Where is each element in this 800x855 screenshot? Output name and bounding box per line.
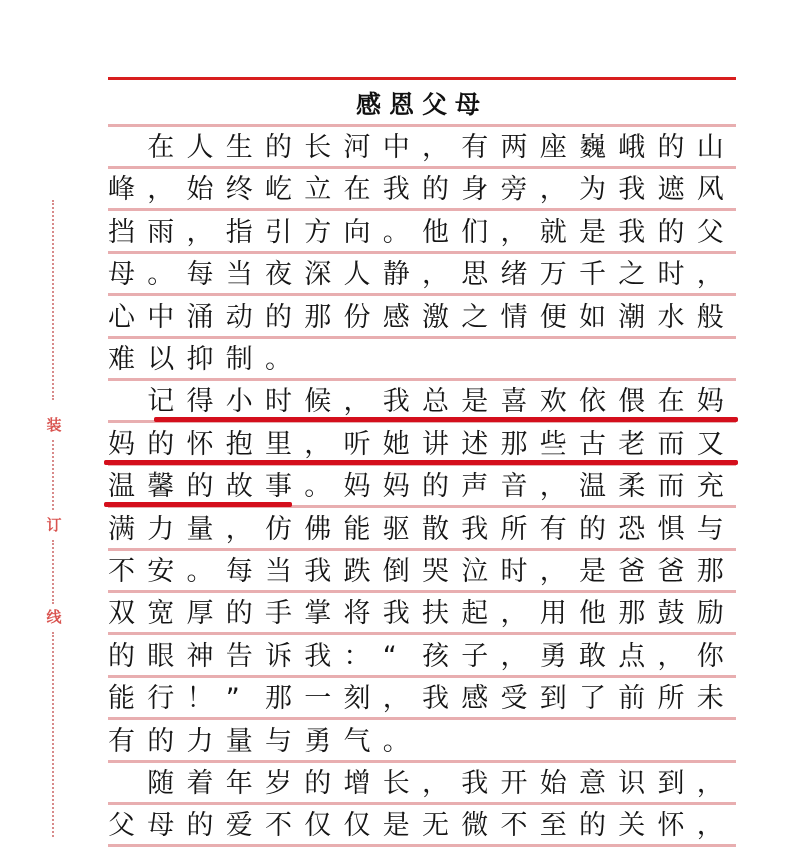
essay-char: 充	[696, 471, 724, 503]
essay-char: 用	[539, 598, 567, 630]
essay-char: ，	[422, 768, 449, 799]
essay-char: 。	[304, 471, 332, 503]
essay-line	[108, 807, 736, 843]
essay-char: 我	[304, 556, 332, 587]
row-rule	[108, 590, 736, 593]
row-rule	[108, 208, 736, 211]
row-rule	[108, 717, 736, 720]
essay-title: 感恩父母	[355, 90, 488, 119]
essay-char: 点	[618, 640, 646, 672]
essay-char: 子	[461, 640, 489, 672]
essay-char: 中	[382, 132, 410, 163]
essay-char: 偎	[618, 386, 646, 418]
essay-char: 古	[579, 428, 606, 460]
essay-char: 勇	[539, 640, 567, 672]
essay-char: 有	[461, 132, 489, 163]
essay-char: 旁	[500, 174, 528, 206]
essay-char: 我	[461, 513, 489, 545]
essay-char: 与	[265, 725, 292, 757]
essay-char: 之	[461, 301, 489, 333]
binding-dotted-line	[52, 200, 54, 400]
essay-char: 抱	[225, 428, 253, 460]
row-rule	[108, 548, 736, 551]
essay-line	[108, 341, 736, 377]
essay-char: 方	[304, 216, 332, 248]
essay-char: 生	[225, 132, 253, 163]
essay-char	[108, 131, 147, 165]
essay-char: 动	[225, 301, 253, 333]
essay-char: 所	[500, 513, 528, 545]
essay-char: 开	[500, 768, 528, 799]
essay-char: 的	[265, 301, 292, 333]
essay-char: 身	[461, 174, 489, 206]
essay-char: 音	[500, 471, 528, 503]
essay-char: 我	[422, 683, 449, 715]
essay-char: 那	[304, 301, 332, 333]
essay-char: 峰	[108, 174, 135, 206]
row-rule	[108, 378, 736, 381]
essay-char: 父	[108, 810, 135, 842]
essay-char: 是	[579, 216, 606, 248]
essay-char: 眼	[147, 640, 175, 672]
binding-dotted-line	[52, 440, 54, 510]
essay-char: 温	[579, 471, 606, 503]
essay-char: 千	[579, 259, 606, 291]
essay-char: 起	[461, 598, 489, 630]
essay-char: 挡	[108, 216, 135, 248]
essay-line	[108, 638, 736, 674]
essay-char: 每	[186, 259, 214, 291]
essay-char: ，	[500, 640, 528, 672]
essay-char: 巍	[579, 132, 606, 163]
essay-char: 夜	[265, 259, 292, 291]
essay-char: 向	[343, 216, 371, 248]
essay-char: 的	[108, 640, 135, 672]
essay-char: 微	[461, 810, 489, 842]
essay-char: 。	[382, 216, 410, 248]
row-rule	[108, 760, 736, 763]
essay-char: 怀	[186, 428, 214, 460]
highlight-underline	[104, 502, 292, 507]
essay-char: 刻	[343, 683, 371, 715]
essay-char: 掌	[304, 598, 332, 630]
essay-line	[108, 214, 736, 250]
essay-char: 孩	[422, 640, 449, 672]
essay-char: 扶	[422, 598, 449, 630]
essay-char: 指	[225, 216, 253, 248]
essay-char: 终	[225, 174, 253, 206]
essay-char: 中	[147, 301, 175, 333]
essay-char: 仿	[265, 513, 292, 545]
essay-char: 以	[147, 344, 175, 375]
essay-char: 屹	[265, 174, 292, 206]
essay-char: 时	[657, 259, 685, 291]
essay-char: 而	[657, 428, 685, 460]
essay-char: 泣	[461, 556, 489, 587]
essay-char: 的	[225, 598, 253, 630]
essay-char: 我	[382, 386, 410, 418]
essay-line	[108, 129, 736, 165]
essay-char: 当	[265, 556, 292, 587]
essay-char: 万	[539, 259, 567, 291]
essay-char: ，	[304, 428, 332, 460]
essay-char: ，	[186, 216, 214, 248]
essay-char: 恐	[618, 513, 646, 545]
essay-char: 听	[343, 428, 371, 460]
essay-char: 安	[147, 556, 175, 587]
row-rule	[108, 336, 736, 339]
essay-char: 到	[657, 768, 685, 799]
essay-char: ，	[657, 640, 685, 672]
essay-char: 量	[225, 725, 253, 757]
essay-char: 你	[696, 640, 724, 672]
essay-line	[108, 723, 736, 759]
essay-char: 些	[539, 428, 567, 460]
essay-char: 与	[696, 513, 724, 545]
essay-line	[108, 553, 736, 589]
essay-char: 惧	[657, 513, 685, 545]
essay-char: 所	[657, 683, 685, 715]
essay-char: 不	[500, 810, 528, 842]
essay-char: 在	[147, 132, 175, 163]
essay-char: 座	[539, 132, 567, 163]
essay-char: ！	[186, 683, 214, 715]
essay-char: 妈	[382, 471, 410, 503]
essay-char: 到	[539, 683, 567, 715]
essay-char: 的	[579, 810, 606, 842]
essay-char: ，	[696, 810, 724, 842]
essay-char: 小	[225, 386, 253, 418]
essay-char: 力	[147, 513, 175, 545]
essay-char: 的	[186, 471, 214, 503]
essay-char: ，	[147, 174, 175, 206]
row-rule	[108, 844, 736, 847]
essay-char: 无	[422, 810, 449, 842]
essay-char: 那	[500, 428, 528, 460]
essay-char: ，	[382, 683, 410, 715]
essay-char: 喜	[500, 386, 528, 418]
essay-line	[108, 595, 736, 631]
essay-char: 。	[382, 725, 410, 757]
essay-char: 份	[343, 301, 371, 333]
essay-char: 得	[186, 386, 214, 418]
essay-char: 水	[657, 301, 685, 333]
essay-char: 总	[422, 386, 449, 418]
essay-char: 妈	[343, 471, 371, 503]
essay-line	[108, 426, 736, 462]
essay-char: 里	[265, 428, 292, 460]
essay-char: 。	[186, 556, 214, 587]
binding-dotted-line	[52, 540, 54, 604]
essay-char: ，	[500, 598, 528, 630]
essay-char: 意	[579, 768, 606, 799]
essay-char: 哭	[422, 556, 449, 587]
essay-char: 有	[539, 513, 567, 545]
essay-char: 雨	[147, 216, 175, 248]
highlight-underline	[154, 417, 738, 422]
essay-char: 他	[579, 598, 606, 630]
essay-char: 依	[579, 386, 606, 418]
essay-char: 为	[579, 174, 606, 206]
essay-char: 母	[147, 810, 175, 842]
essay-char: ”	[225, 683, 240, 715]
essay-char: 岁	[265, 768, 292, 799]
essay-char: 每	[225, 556, 253, 587]
essay-char: 欢	[539, 386, 567, 418]
essay-char: 候	[304, 386, 332, 418]
essay-char: 的	[657, 132, 685, 163]
essay-char: 识	[618, 768, 646, 799]
essay-char: 未	[696, 683, 724, 715]
essay-char: 力	[186, 725, 214, 757]
essay-char: 始	[186, 174, 214, 206]
essay-char: 告	[225, 640, 253, 672]
essay-char: 的	[186, 810, 214, 842]
essay-char: 神	[186, 640, 214, 672]
essay-char: 的	[579, 513, 606, 545]
essay-char: 我	[618, 216, 646, 248]
essay-line	[108, 256, 736, 292]
essay-char: 仅	[304, 810, 332, 842]
essay-char: ：	[343, 640, 371, 672]
essay-char: 随	[147, 768, 175, 799]
row-rule	[108, 632, 736, 635]
essay-char: 情	[500, 301, 528, 333]
essay-char: 宽	[147, 598, 175, 630]
essay-char: 的	[422, 471, 449, 503]
essay-char: 一	[304, 683, 332, 715]
essay-char: 的	[147, 725, 175, 757]
essay-char: 是	[382, 810, 410, 842]
essay-char: 又	[696, 428, 724, 460]
essay-char: 受	[500, 683, 528, 715]
essay-char: 记	[147, 386, 175, 418]
essay-char: 之	[618, 259, 646, 291]
essay-char: 引	[265, 216, 292, 248]
row-rule	[108, 675, 736, 678]
essay-char: 父	[696, 216, 724, 248]
essay-char: 关	[618, 810, 646, 842]
essay-char: “	[382, 640, 397, 672]
essay-char: 深	[304, 259, 332, 291]
essay-char: 厚	[186, 598, 214, 630]
essay-char: 山	[696, 132, 724, 163]
essay-char: 人	[186, 132, 214, 163]
essay-char: 着	[186, 768, 214, 799]
essay-char: 勇	[304, 725, 332, 757]
essay-char: 馨	[147, 471, 175, 503]
essay-char: 声	[461, 471, 489, 503]
essay-char: 将	[343, 598, 371, 630]
essay-char: 如	[579, 301, 606, 333]
essay-char: 散	[422, 513, 449, 545]
essay-char: 感	[461, 683, 489, 715]
row-rule	[108, 802, 736, 805]
essay-char: 妈	[108, 428, 135, 460]
essay-char: 仅	[343, 810, 371, 842]
essay-char: ，	[539, 471, 567, 503]
essay-char: 时	[500, 556, 528, 587]
essay-char: 是	[579, 556, 606, 587]
essay-char: 他	[422, 216, 449, 248]
row-rule	[108, 293, 736, 296]
essay-char: 绪	[500, 259, 528, 291]
essay-char: 思	[461, 259, 489, 291]
essay-char: 遮	[657, 174, 685, 206]
essay-char: 事	[265, 471, 292, 503]
essay-char: 手	[265, 598, 292, 630]
essay-char: 温	[108, 471, 135, 503]
essay-char: 量	[186, 513, 214, 545]
essay-char: 年	[225, 768, 253, 799]
essay-char: 她	[382, 428, 410, 460]
essay-char: 在	[343, 174, 371, 206]
binding-char-zhuang: 装	[46, 416, 62, 434]
essay-char: 励	[696, 598, 724, 630]
essay-char: 就	[539, 216, 567, 248]
essay-char: 峨	[618, 132, 646, 163]
essay-char: 是	[461, 386, 489, 418]
essay-char: 两	[500, 132, 528, 163]
essay-char: 难	[108, 344, 135, 375]
essay-char: 爸	[657, 556, 685, 587]
essay-char: 爱	[225, 810, 253, 842]
essay-line	[108, 765, 736, 801]
essay-char: 而	[657, 471, 685, 503]
essay-char: ，	[500, 216, 528, 248]
binding-char-ding: 订	[46, 516, 62, 534]
essay-char: 能	[343, 513, 371, 545]
essay-char: 长	[304, 132, 332, 163]
essay-char: ，	[343, 386, 371, 418]
essay-char: ，	[696, 768, 724, 799]
essay-char: 制	[225, 344, 253, 375]
essay-char: 老	[618, 428, 646, 460]
essay-char	[108, 385, 147, 419]
essay-char: 我	[304, 640, 332, 672]
essay-line	[108, 299, 736, 335]
essay-char: 立	[304, 174, 332, 206]
essay-char: 在	[657, 386, 685, 418]
essay-char: 气	[343, 725, 371, 757]
essay-char: 满	[108, 513, 135, 545]
essay-char: 能	[108, 683, 135, 715]
essay-char: 柔	[618, 471, 646, 503]
essay-char: 河	[343, 132, 371, 163]
binding-char-xian: 线	[46, 608, 62, 626]
essay-char: 。	[265, 344, 292, 375]
essay-char: 涌	[186, 301, 214, 333]
essay-char: ，	[539, 556, 567, 587]
essay-char: 至	[539, 810, 567, 842]
essay-char: 前	[618, 683, 646, 715]
essay-char: ，	[539, 174, 567, 206]
essay-char: 行	[147, 683, 175, 715]
essay-char: 诉	[265, 640, 292, 672]
essay-char: 的	[265, 132, 292, 163]
essay-char: 有	[108, 725, 135, 757]
essay-char: 了	[579, 683, 606, 715]
essay-char: 静	[382, 259, 410, 291]
essay-char: 始	[539, 768, 567, 799]
essay-char: 母	[108, 259, 135, 291]
essay-char: 我	[618, 174, 646, 206]
essay-char: 敢	[579, 640, 606, 672]
essay-char: 般	[696, 301, 724, 333]
row-rule	[108, 251, 736, 254]
essay-char: 人	[343, 259, 371, 291]
row-rule	[108, 166, 736, 169]
essay-line	[108, 171, 736, 207]
essay-char: 不	[265, 810, 292, 842]
essay-line	[108, 680, 736, 716]
essay-char: 。	[147, 259, 175, 291]
top-border-rule	[108, 77, 736, 80]
essay-char: 的	[657, 216, 685, 248]
essay-char: 激	[422, 301, 449, 333]
essay-char: 我	[382, 174, 410, 206]
essay-char: 讲	[422, 428, 449, 460]
essay-line	[108, 511, 736, 547]
essay-char: 驱	[382, 513, 410, 545]
essay-char: 双	[108, 598, 135, 630]
essay-char: 鼓	[657, 598, 685, 630]
essay-char: 感	[382, 301, 410, 333]
essay-char: 的	[304, 768, 332, 799]
essay-line	[108, 468, 736, 504]
essay-char: 妈	[696, 386, 724, 418]
essay-char: 风	[696, 174, 724, 206]
essay-char: 潮	[618, 301, 646, 333]
essay-char: 不	[108, 556, 135, 587]
essay-char: 跌	[343, 556, 371, 587]
essay-char: 增	[343, 768, 371, 799]
essay-char: ，	[422, 132, 449, 163]
essay-char: 爸	[618, 556, 646, 587]
essay-char: 心	[108, 301, 135, 333]
essay-char: 述	[461, 428, 489, 460]
essay-char: 的	[147, 428, 175, 460]
binding-dotted-line	[52, 632, 54, 837]
essay-char: 那	[696, 556, 724, 587]
essay-char: 我	[382, 598, 410, 630]
essay-char: ，	[422, 259, 449, 291]
essay-char: 长	[382, 768, 410, 799]
essay-char: 那	[265, 683, 292, 715]
essay-char: 抑	[186, 344, 214, 375]
essay-char: 佛	[304, 513, 332, 545]
essay-char	[108, 767, 147, 801]
essay-char: 便	[539, 301, 567, 333]
essay-char: ，	[225, 513, 253, 545]
essay-char: 那	[618, 598, 646, 630]
row-rule	[108, 124, 736, 127]
essay-char: 怀	[657, 810, 685, 842]
essay-char: 当	[225, 259, 253, 291]
essay-char: ，	[696, 259, 724, 291]
essay-char: 们	[461, 216, 489, 248]
essay-char: 倒	[382, 556, 410, 587]
essay-char: 我	[461, 768, 489, 799]
essay-char: 时	[265, 386, 292, 418]
highlight-underline	[104, 460, 738, 465]
essay-line	[108, 383, 736, 419]
essay-char: 的	[422, 174, 449, 206]
essay-char: 故	[225, 471, 253, 503]
